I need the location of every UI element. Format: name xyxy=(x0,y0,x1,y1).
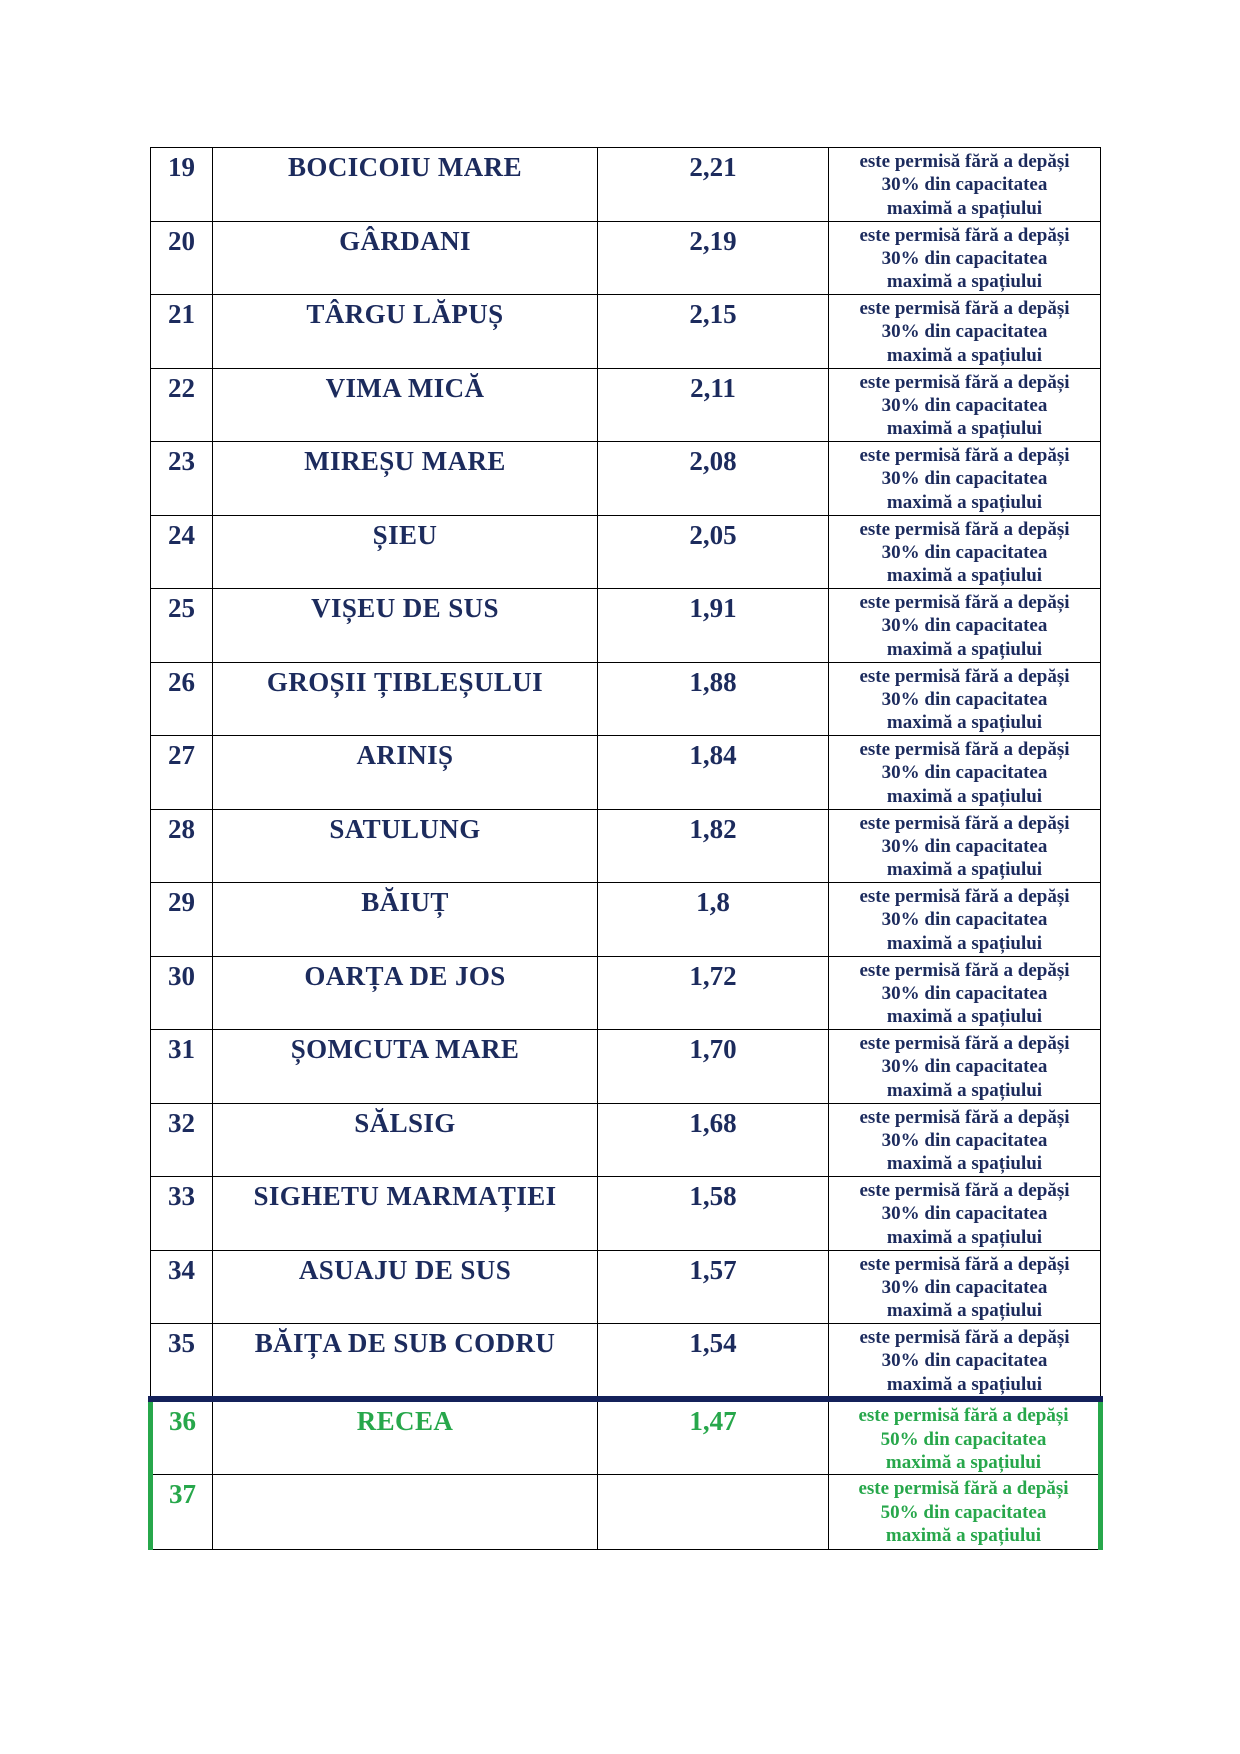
table-row xyxy=(151,1250,1101,1324)
capacity-note-line: 50% din capacitatea xyxy=(880,1501,1047,1523)
table-row xyxy=(151,1324,1101,1400)
rate-value-cell xyxy=(598,1475,829,1550)
row-number-cell: 35 xyxy=(151,1324,213,1400)
capacity-note-line: este permisă fără a depăși xyxy=(859,592,1070,613)
capacity-note-line: este permisă fără a depăși xyxy=(859,1033,1070,1054)
table-row xyxy=(151,295,1101,369)
rate-value-cell: 1,68 xyxy=(598,1103,829,1177)
capacity-note-cell xyxy=(829,221,1101,295)
capacity-note-line: maximă a spațiului xyxy=(886,1373,1043,1395)
capacity-note-line: maximă a spațiului xyxy=(886,638,1043,660)
capacity-note-line: 30% din capacitatea xyxy=(881,909,1048,931)
capacity-note-line: 30% din capacitatea xyxy=(881,1129,1048,1151)
row-number-cell: 37 xyxy=(151,1475,213,1550)
table-row xyxy=(151,589,1101,663)
rate-value-cell: 1,54 xyxy=(598,1324,829,1400)
capacity-note-line: este permisă fără a depăși xyxy=(858,1405,1069,1427)
locality-name-cell: BOCICOIU MARE xyxy=(213,148,598,222)
capacity-note-line: 30% din capacitatea xyxy=(881,982,1048,1004)
capacity-note-cell xyxy=(829,515,1101,589)
locality-name-cell: SIGHETU MARMAȚIEI xyxy=(213,1177,598,1251)
table-body xyxy=(151,148,1101,1550)
capacity-note-line: maximă a spațiului xyxy=(885,1525,1042,1547)
row-number-cell: 24 xyxy=(151,515,213,589)
locality-name-cell: GROȘII ȚIBLEȘULUI xyxy=(213,662,598,736)
capacity-note-cell xyxy=(829,368,1101,442)
capacity-note-line: maximă a spațiului xyxy=(886,418,1043,440)
capacity-note-line: 30% din capacitatea xyxy=(881,835,1048,857)
capacity-note-line: 30% din capacitatea xyxy=(881,762,1048,784)
capacity-note-cell xyxy=(829,736,1101,810)
table-row xyxy=(151,883,1101,957)
row-number-cell: 28 xyxy=(151,809,213,883)
capacity-note-line: 30% din capacitatea xyxy=(881,174,1048,196)
capacity-note-line: este permisă fără a depăși xyxy=(859,151,1070,172)
capacity-note-cell xyxy=(829,295,1101,369)
capacity-note-line: 30% din capacitatea xyxy=(881,1056,1048,1078)
capacity-note-line: 30% din capacitatea xyxy=(881,541,1048,563)
rate-value-cell: 2,21 xyxy=(598,148,829,222)
rate-value-cell: 1,70 xyxy=(598,1030,829,1104)
capacity-note-line: maximă a spațiului xyxy=(886,344,1043,366)
capacity-note-line: este permisă fără a depăși xyxy=(859,1106,1070,1128)
table-row xyxy=(151,809,1101,883)
row-number-cell: 25 xyxy=(151,589,213,663)
table-row xyxy=(151,662,1101,736)
rate-value-cell: 1,82 xyxy=(598,809,829,883)
row-number-cell: 22 xyxy=(151,368,213,442)
capacity-note-line: este permisă fără a depăși xyxy=(858,1478,1069,1500)
locality-name-cell: ARINIȘ xyxy=(213,736,598,810)
locality-name-cell: TÂRGU LĂPUȘ xyxy=(213,295,598,369)
locality-name-cell: RECEA xyxy=(213,1399,598,1475)
locality-name-cell: VIMA MICĂ xyxy=(213,368,598,442)
locality-name-cell: BĂIȚA DE SUB CODRU xyxy=(213,1324,598,1400)
capacity-note-line: maximă a spațiului xyxy=(886,491,1043,513)
capacity-note-line: este permisă fără a depăși xyxy=(859,739,1070,760)
capacity-note-line: este permisă fără a depăși xyxy=(859,445,1070,466)
capacity-note-line: este permisă fără a depăși xyxy=(859,1180,1070,1201)
table-row xyxy=(151,221,1101,295)
capacity-note-line: maximă a spațiului xyxy=(886,1300,1043,1322)
row-number-cell: 29 xyxy=(151,883,213,957)
locality-name-cell: VIȘEU DE SUS xyxy=(213,589,598,663)
rate-value-cell: 1,47 xyxy=(598,1399,829,1475)
row-number-cell: 20 xyxy=(151,221,213,295)
row-number-cell: 23 xyxy=(151,442,213,516)
capacity-note-line: 30% din capacitatea xyxy=(881,321,1048,343)
locality-name-cell: MIREȘU MARE xyxy=(213,442,598,516)
rate-value-cell: 2,11 xyxy=(598,368,829,442)
row-number-cell: 31 xyxy=(151,1030,213,1104)
locality-name-cell: BĂIUȚ xyxy=(213,883,598,957)
locality-name-cell: GÂRDANI xyxy=(213,221,598,295)
capacity-note-cell xyxy=(829,956,1101,1030)
capacity-note-line: maximă a spațiului xyxy=(886,932,1043,954)
capacity-note-cell xyxy=(829,442,1101,516)
table-row xyxy=(151,515,1101,589)
capacity-note-line: este permisă fără a depăși xyxy=(859,1253,1070,1275)
capacity-note-line: 30% din capacitatea xyxy=(881,688,1048,710)
capacity-note-line: este permisă fără a depăși xyxy=(859,665,1070,687)
rate-value-cell: 1,72 xyxy=(598,956,829,1030)
row-number-cell: 30 xyxy=(151,956,213,1030)
capacity-note-line: 30% din capacitatea xyxy=(881,468,1048,490)
capacity-note-line: maximă a spațiului xyxy=(886,197,1043,219)
row-number-cell: 26 xyxy=(151,662,213,736)
capacity-note-cell xyxy=(829,809,1101,883)
capacity-note-cell xyxy=(829,1475,1101,1550)
capacity-note-line: maximă a spațiului xyxy=(886,1006,1043,1028)
row-number-cell: 33 xyxy=(151,1177,213,1251)
row-number-cell: 27 xyxy=(151,736,213,810)
capacity-note-line: maximă a spațiului xyxy=(886,712,1043,734)
capacity-note-line: este permisă fără a depăși xyxy=(859,812,1070,834)
capacity-note-line: maximă a spațiului xyxy=(886,859,1043,881)
rate-value-cell: 2,15 xyxy=(598,295,829,369)
capacity-note-line: 30% din capacitatea xyxy=(881,615,1048,637)
capacity-note-line: 30% din capacitatea xyxy=(881,247,1048,269)
capacity-note-line: maximă a spațiului xyxy=(886,785,1043,807)
rate-value-cell: 1,58 xyxy=(598,1177,829,1251)
capacity-note-cell xyxy=(829,662,1101,736)
locality-name-cell: SATULUNG xyxy=(213,809,598,883)
capacity-note-line: maximă a spațiului xyxy=(886,1226,1043,1248)
row-number-cell: 21 xyxy=(151,295,213,369)
table-row xyxy=(151,148,1101,222)
locality-name-cell: ASUAJU DE SUS xyxy=(213,1250,598,1324)
capacity-note-cell xyxy=(829,883,1101,957)
capacity-note-cell xyxy=(829,1399,1101,1475)
capacity-note-line: maximă a spațiului xyxy=(886,1079,1043,1101)
rate-value-cell: 1,8 xyxy=(598,883,829,957)
locality-name-cell: ȘOMCUTA MARE xyxy=(213,1030,598,1104)
rate-value-cell: 1,91 xyxy=(598,589,829,663)
capacity-note-cell xyxy=(829,1103,1101,1177)
capacity-note-line: maximă a spațiului xyxy=(885,1452,1042,1474)
capacity-note-cell xyxy=(829,148,1101,222)
capacity-note-cell xyxy=(829,589,1101,663)
table-row xyxy=(151,442,1101,516)
rate-value-cell: 1,88 xyxy=(598,662,829,736)
capacity-note-line: maximă a spațiului xyxy=(886,1153,1043,1175)
rate-value-cell: 2,08 xyxy=(598,442,829,516)
locality-name-cell: SĂLSIG xyxy=(213,1103,598,1177)
rate-value-cell: 1,84 xyxy=(598,736,829,810)
table-row xyxy=(151,368,1101,442)
capacity-note-cell xyxy=(829,1250,1101,1324)
capacity-note-line: maximă a spațiului xyxy=(886,565,1043,587)
capacity-note-line: este permisă fără a depăși xyxy=(859,518,1070,540)
capacity-note-line: 30% din capacitatea xyxy=(881,1350,1048,1372)
table-row xyxy=(151,1103,1101,1177)
capacity-note-line: 30% din capacitatea xyxy=(881,1276,1048,1298)
table-row xyxy=(151,1177,1101,1251)
capacity-note-line: este permisă fără a depăși xyxy=(859,959,1070,981)
capacity-note-line: 50% din capacitatea xyxy=(880,1428,1047,1450)
row-number-cell: 32 xyxy=(151,1103,213,1177)
table-row xyxy=(151,956,1101,1030)
row-number-cell: 34 xyxy=(151,1250,213,1324)
capacity-note-line: este permisă fără a depăși xyxy=(859,886,1070,907)
rate-value-cell: 1,57 xyxy=(598,1250,829,1324)
table-row xyxy=(151,1475,1101,1550)
rate-value-cell: 2,19 xyxy=(598,221,829,295)
capacity-note-cell xyxy=(829,1324,1101,1400)
row-number-cell: 36 xyxy=(151,1399,213,1475)
locality-name-cell xyxy=(213,1475,598,1550)
capacity-note-line: este permisă fără a depăși xyxy=(859,1327,1070,1348)
capacity-note-cell xyxy=(829,1177,1101,1251)
capacity-note-line: 30% din capacitatea xyxy=(881,1203,1048,1225)
table-row xyxy=(151,1399,1101,1475)
capacity-note-cell xyxy=(829,1030,1101,1104)
table-row xyxy=(151,736,1101,810)
locality-name-cell: ȘIEU xyxy=(213,515,598,589)
rate-value-cell: 2,05 xyxy=(598,515,829,589)
capacity-note-line: este permisă fără a depăși xyxy=(859,298,1070,319)
row-number-cell: 19 xyxy=(151,148,213,222)
locality-name-cell: OARȚA DE JOS xyxy=(213,956,598,1030)
incidence-table xyxy=(148,147,1103,1550)
table-row xyxy=(151,1030,1101,1104)
capacity-note-line: este permisă fără a depăși xyxy=(859,224,1070,246)
capacity-note-line: maximă a spațiului xyxy=(886,271,1043,293)
capacity-note-line: 30% din capacitatea xyxy=(881,394,1048,416)
capacity-note-line: este permisă fără a depăși xyxy=(859,371,1070,393)
